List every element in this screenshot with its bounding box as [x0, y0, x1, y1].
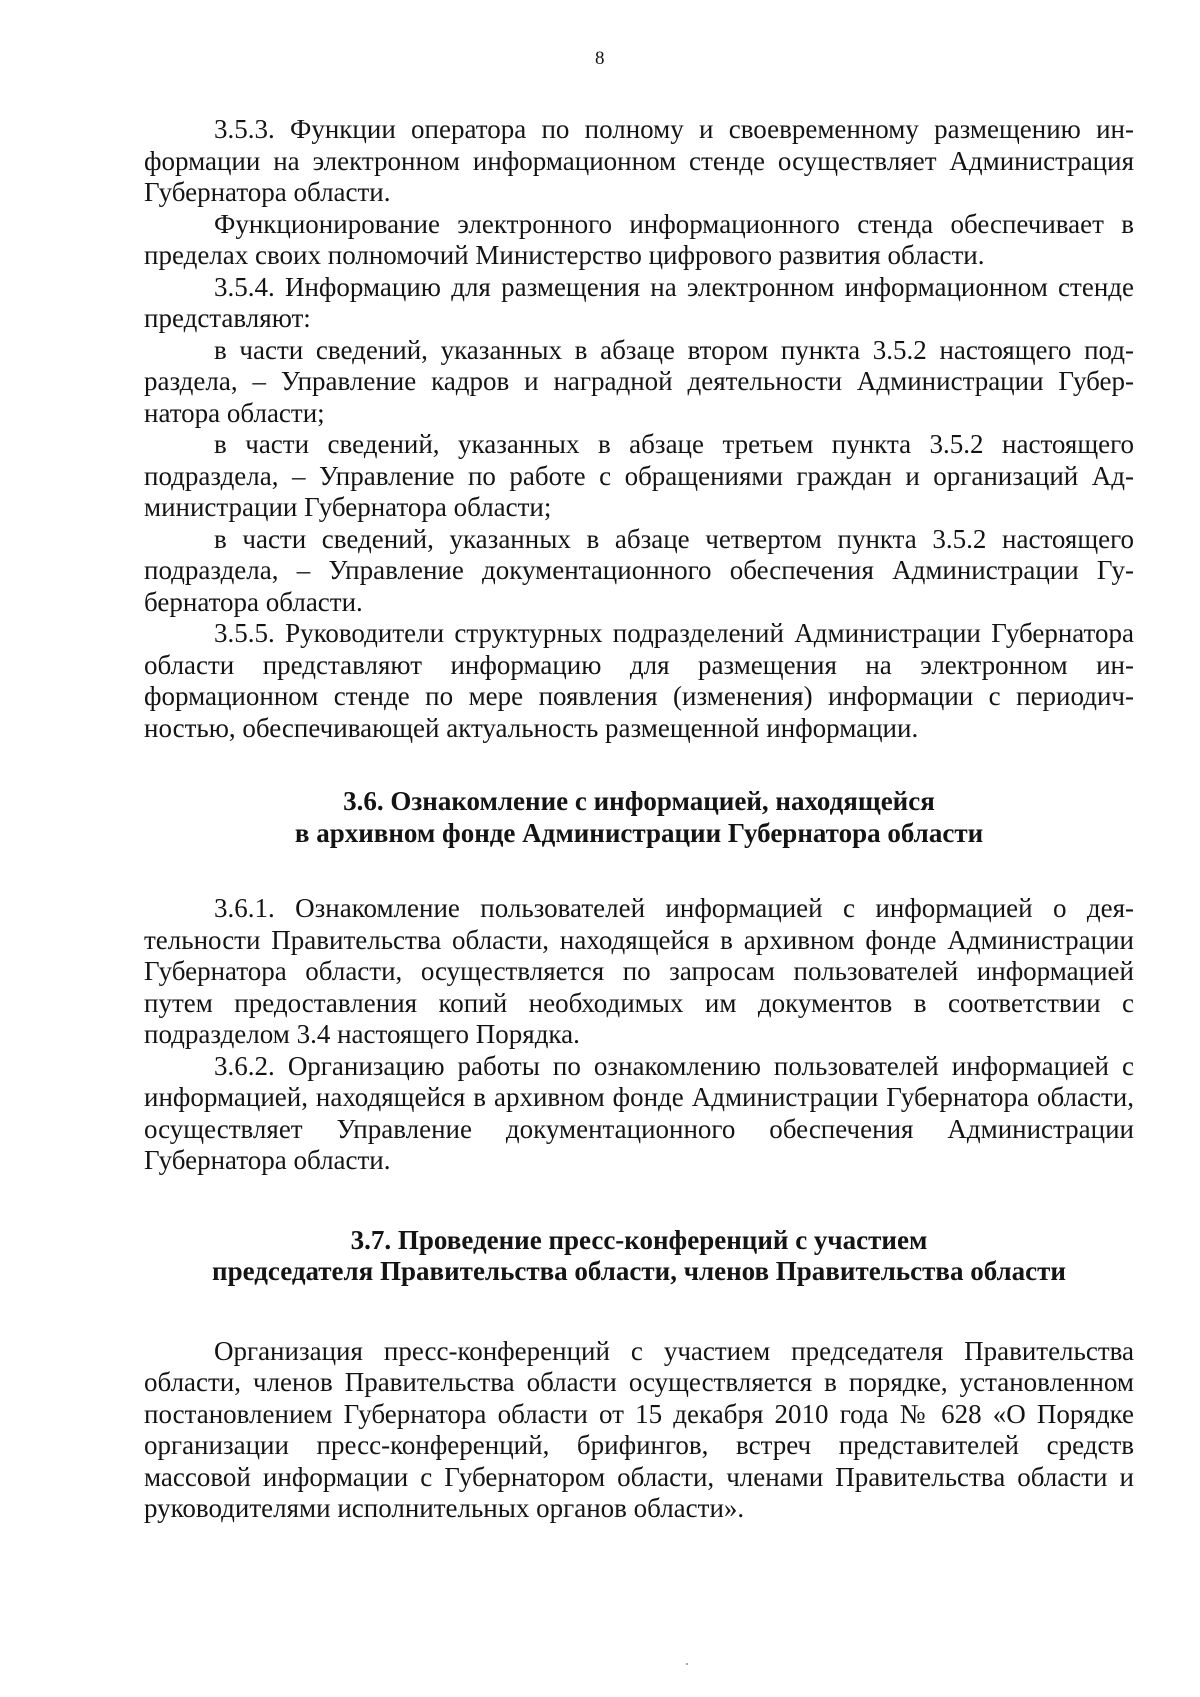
paragraph-personnel-department: в части сведений, указанных в абзаце втором пункта 3.5.2 настоящего подраздела, – Управление кадров и наградной деятельности Администрации Губернатора области;: [144, 334, 1134, 428]
paragraph-3-5-4: 3.5.4. Информацию для размещения на электронном информационном стенде представляют:: [144, 271, 1134, 333]
paragraph-3-5-5: 3.5.5. Руководители структурных подразделений Администрации Губернатора области представляют информацию для размещения на электронном информационном стенде по мере появления (изменения) информации с периодичностью, обеспечивающей актуальность размещенной информации.: [144, 618, 1134, 743]
paragraph-3-5-3: 3.5.3. Функции оператора по полному и своевременному размещению информации на электронном информационном стенде осуществляет Администрация Губернатора области.: [144, 114, 1134, 207]
section-3-7-heading-line2: председателя Правительства области, членов Правительства области: [212, 1256, 1066, 1286]
section-3-6-heading: [144, 786, 1134, 849]
section-3-6-heading-line1: 3.6. Ознакомление с информацией, находящейся: [343, 786, 935, 816]
section-3-7-heading-line1: 3.7. Проведение пресс-конференций с участием: [350, 1224, 928, 1255]
page-number: 8: [595, 48, 605, 69]
paragraph-documentation-department: в части сведений, указанных в абзаце четвертом пункта 3.5.2 настоящего подраздела, – Управление документационного обеспечения Администрации Губернатора области.: [144, 523, 1134, 617]
section-3-6-heading-line2: в архивном фонде Администрации Губернатора области: [294, 817, 984, 848]
paragraph-3-6-1: 3.6.1. Ознакомление пользователей информацией с информацией о деятельности Правительства области, находящейся в архивном фонде Администрации Губернатора области, осуществляется по запросам пользователей информацией путем предоставления копий необходимых им документов в соответствии с подразделом 3.4 настоящего Порядка.: [144, 893, 1134, 1049]
scan-speck: [686, 1663, 688, 1665]
document-body: [144, 114, 1134, 1525]
paragraph-appeals-department: в части сведений, указанных в абзаце третьем пункта 3.5.2 настоящего подраздела, – Управление по работе с обращениями граждан и организаций Администрации Губернатора области;: [144, 429, 1134, 522]
paragraph-3-6-2: 3.6.2. Организацию работы по ознакомлению пользователей информацией с информацией, находящейся в архивном фонде Администрации Губернатора области, осуществляет Управление документационного обеспечения Администрации Губернатора области.: [144, 1050, 1134, 1175]
paragraph-electronic-stand-operation: Функционирование электронного информационного стенда обеспечивает в пределах своих полномочий Министерство цифрового развития области.: [144, 208, 1134, 270]
section-3-7-heading: [144, 1225, 1134, 1288]
paragraph-press-conferences: Организация пресс-конференций с участием председателя Правительства области, членов Правительства области осуществляется в порядке, установленном постановлением Губернатора области от 15 декабря 2010 года № 628 «О Порядке организации пресс-конференций, брифингов, встреч представителей средств массовой информации с Губернатором области, членами Правительства области и руководителями исполнительных органов области».: [144, 1335, 1134, 1523]
